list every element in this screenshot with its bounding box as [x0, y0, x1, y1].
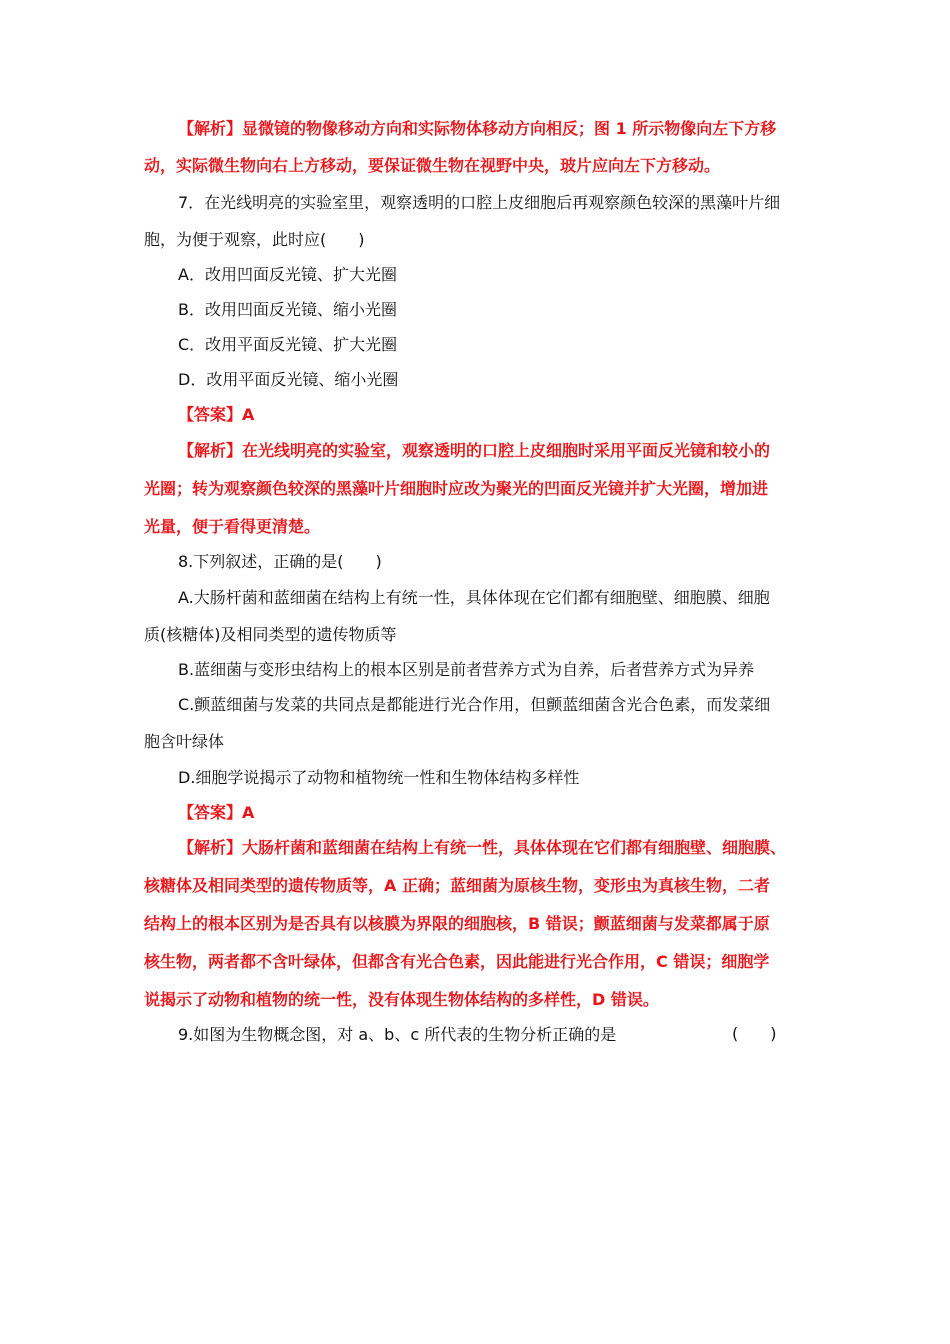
- q8-option-a-line-2: 质(核糖体)及相同类型的遗传物质等: [144, 625, 397, 644]
- q8-option-b: B.蓝细菌与变形虫结构上的根本区别是前者营养方式为自养，后者营养方式为异养: [178, 660, 755, 679]
- q8-option-d: D.细胞学说揭示了动物和植物统一性和生物体结构多样性: [178, 768, 580, 787]
- q8-answer: 【答案】A: [178, 803, 255, 822]
- q7-analysis-line-2: 光圈；转为观察颜色较深的黑藻叶片细胞时应改为聚光的凹面反光镜并扩大光圈，增加进: [144, 479, 769, 498]
- q8-analysis-line-3: 结构上的根本区别为是否具有以核膜为界限的细胞核，B 错误；颤蓝细菌与发菜都属于原: [144, 914, 770, 933]
- q8-analysis-line-1: 【解析】大肠杆菌和蓝细菌在结构上有统一性，具体体现在它们都有细胞壁、细胞膜、: [178, 838, 787, 857]
- q6-analysis-line-1: 【解析】显微镜的物像移动方向和实际物体移动方向相反；图 1 所示物像向左下方移: [178, 119, 777, 138]
- q8-option-c-line-2: 胞含叶绿体: [144, 732, 225, 751]
- q8-stem: 8.下列叙述，正确的是( ): [178, 552, 382, 571]
- q7-stem-line-2: 胞，为便于观察，此时应( ): [144, 230, 365, 249]
- q7-analysis-line-3: 光量，便于看得更清楚。: [144, 517, 321, 536]
- q7-stem-line-1: 7．在光线明亮的实验室里，观察透明的口腔上皮细胞后再观察颜色较深的黑藻叶片细: [178, 193, 781, 212]
- q7-option-d: D．改用平面反光镜、缩小光圈: [178, 370, 399, 389]
- q8-analysis-line-2: 核糖体及相同类型的遗传物质等，A 正确；蓝细菌为原核生物，变形虫为真核生物，二者: [144, 876, 770, 895]
- q6-analysis-line-2: 动，实际微生物向右上方移动，要保证微生物在视野中央，玻片应向左下方移动。: [144, 156, 721, 175]
- q7-option-b: B．改用凹面反光镜、缩小光圈: [178, 300, 397, 319]
- q7-option-c: C．改用平面反光镜、扩大光圈: [178, 335, 398, 354]
- q7-option-a: A．改用凹面反光镜、扩大光圈: [178, 265, 397, 284]
- q8-analysis-line-5: 说揭示了动物和植物的统一性，没有体现生物体结构的多样性，D 错误。: [144, 990, 659, 1009]
- q7-answer: 【答案】A: [178, 405, 255, 424]
- q8-option-c-line-1: C.颤蓝细菌与发菜的共同点是都能进行光合作用，但颤蓝细菌含光合色素，而发菜细: [178, 695, 771, 714]
- q9-answer-paren: ( ): [732, 1024, 777, 1043]
- q8-option-a-line-1: A.大肠杆菌和蓝细菌在结构上有统一性，具体体现在它们都有细胞壁、细胞膜、细胞: [178, 588, 770, 607]
- q9-stem: 9.如图为生物概念图，对 a、b、c 所代表的生物分析正确的是: [178, 1025, 617, 1044]
- q8-analysis-line-4: 核生物，两者都不含叶绿体，但都含有光合色素，因此能进行光合作用，C 错误；细胞学: [144, 952, 770, 971]
- q7-analysis-line-1: 【解析】在光线明亮的实验室，观察透明的口腔上皮细胞时采用平面反光镜和较小的: [178, 441, 771, 460]
